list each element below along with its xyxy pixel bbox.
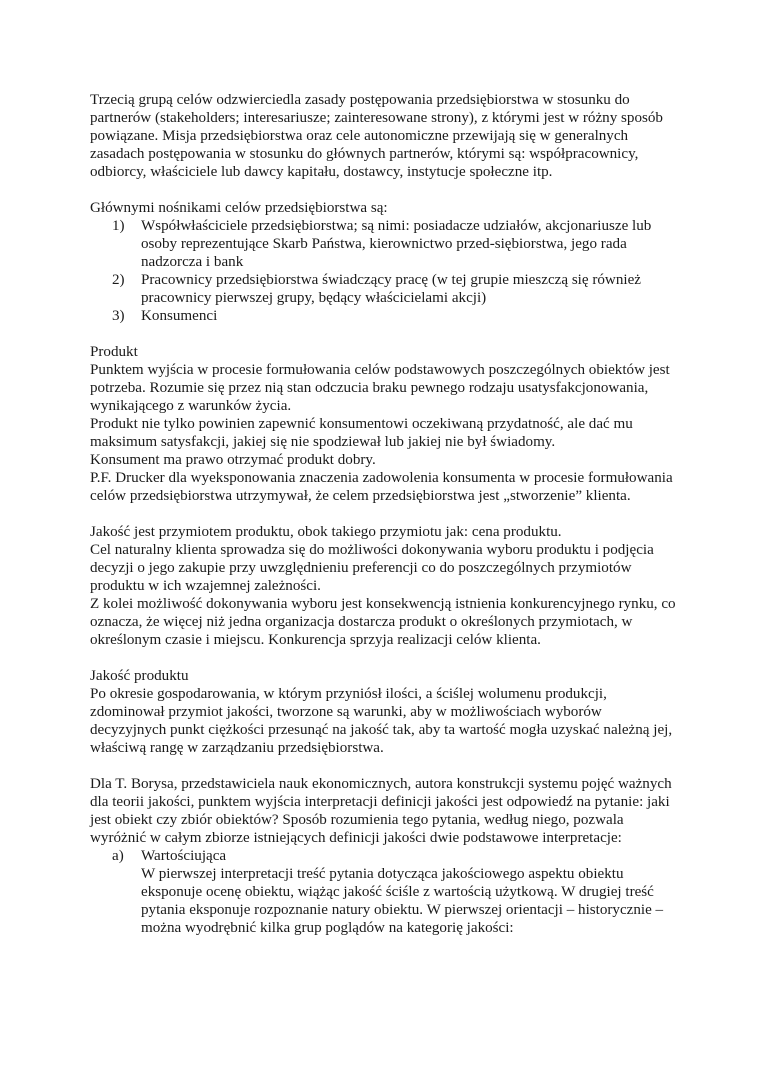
quality-paragraph: Jakość jest przymiotem produktu, obok takiego przymiotu jak: cena produktu.: [90, 524, 562, 540]
quality-paragraph: Cel naturalny klienta sprowadza się do możliwości dokonywania wyboru produktu i podjęcia decyzji o jego zakupie przy uwzględnieniu preferencji co do poszczególnych przymiotów produktu w ich wzajemnej zależności.: [90, 542, 654, 594]
list-item: [90, 307, 680, 325]
list-item-label: Wartościująca: [141, 848, 227, 864]
product-paragraph: Punktem wyjścia w procesie formułowania celów podstawowych poszczególnych obiektów jest potrzeba. Rozumie się przez nią stan odczucia braku pewnego rodzaju usatysfakcjonowania, wynikającego z warunków życia.: [90, 362, 670, 414]
borys-paragraph: Dla T. Borysa, przedstawiciela nauk ekonomicznych, autora konstrukcji systemu pojęć ważnych dla teorii jakości, punktem wyjścia interpretacji definicji jakości jest odpowiedź na pytanie: jaki jest obiekt czy zbiór obiektów? Sposób rozumienia tego pytania, według niego, pozwala wyróżnić w całym zbiorze istniejących definicji jakości dwie podstawowe interpretacje:: [90, 776, 672, 846]
list-item: [90, 217, 680, 271]
intro-paragraph: Trzecią grupą celów odzwierciedla zasady postępowania przedsiębiorstwa w stosunku do partnerów (stakeholders; interesariusze; zainteresowane strony), z którymi jest w różny sposób powiązane. Misja przedsiębiorstwa oraz cele autonomiczne przewijają się w generalnych zasadach postępowania w stosunku do głównych partnerów, którymi są: współpracownicy, odbiorcy, właściciele lub dawcy kapitału, dostawcy, instytucje społeczne itp.: [90, 92, 663, 180]
list-item-text: W pierwszej interpretacji treść pytania dotycząca jakościowego aspektu obiektu eksponuje ocenę obiektu, wiążąc jakość ściśle z wartością użytkową. W drugiej treść pytania eksponuje rozpoznanie natury obiektu. W pierwszej orientacji – historycznie – można wyodrębnić kilka grup poglądów na kategorię jakości:: [141, 866, 664, 936]
product-title: Produkt: [90, 344, 138, 360]
list-item-text: Pracownicy przedsiębiorstwa świadczący pracę (w tej grupie mieszczą się również pracownicy pierwszej grupy, będący właścicielami akcji): [141, 272, 641, 306]
product-quality-paragraph: Po okresie gospodarowania, w którym przyniósł ilości, a ściślej wolumenu produkcji, zdominował przymiot jakości, tworzone są warunki, aby w możliwościach wyborów decyzyjnych punkt ciężkości przesunąć na jakość tak, aby ta wartość mogła uzyskać należną jej, właściwą rangę w zarządzaniu przedsiębiorstwa.: [90, 686, 673, 756]
interpretations-list: [90, 847, 680, 937]
carriers-list: [90, 217, 680, 325]
product-paragraph: Produkt nie tylko powinien zapewnić konsumentowi oczekiwaną przydatność, ale dać mu maksimum satysfakcji, jakiej się nie spodziewał lub jakiej nie był świadomy.: [90, 416, 633, 450]
list-marker: 1): [112, 218, 125, 234]
carriers-heading: Głównymi nośnikami celów przedsiębiorstwa są:: [90, 200, 388, 216]
list-item: [90, 847, 680, 937]
list-marker: 3): [112, 308, 125, 324]
list-marker: a): [112, 848, 124, 864]
product-paragraph: P.F. Drucker dla wyeksponowania znaczenia zadowolenia konsumenta w procesie formułowania celów przedsiębiorstwa utrzymywał, że celem przedsiębiorstwa jest „stworzenie” klienta.: [90, 470, 673, 504]
product-paragraph: Konsument ma prawo otrzymać produkt dobry.: [90, 452, 376, 468]
list-item-text: Współwłaściciele przedsiębiorstwa; są nimi: posiadacze udziałów, akcjonariusze lub osoby reprezentujące Skarb Państwa, kierownictwo przed-siębiorstwa, jego rada nadzorcza i bank: [141, 218, 652, 270]
list-item-text: Konsumenci: [141, 308, 218, 324]
quality-paragraph: Z kolei możliwość dokonywania wyboru jest konsekwencją istnienia konkurencyjnego rynku, co oznacza, że więcej niż jedna organizacja dostarcza produkt o określonych przymiotach, w określonym czasie i miejscu. Konkurencja sprzyja realizacji celów klienta.: [90, 596, 676, 648]
product-quality-title: Jakość produktu: [90, 668, 189, 684]
list-item: [90, 271, 680, 307]
list-marker: 2): [112, 272, 125, 288]
